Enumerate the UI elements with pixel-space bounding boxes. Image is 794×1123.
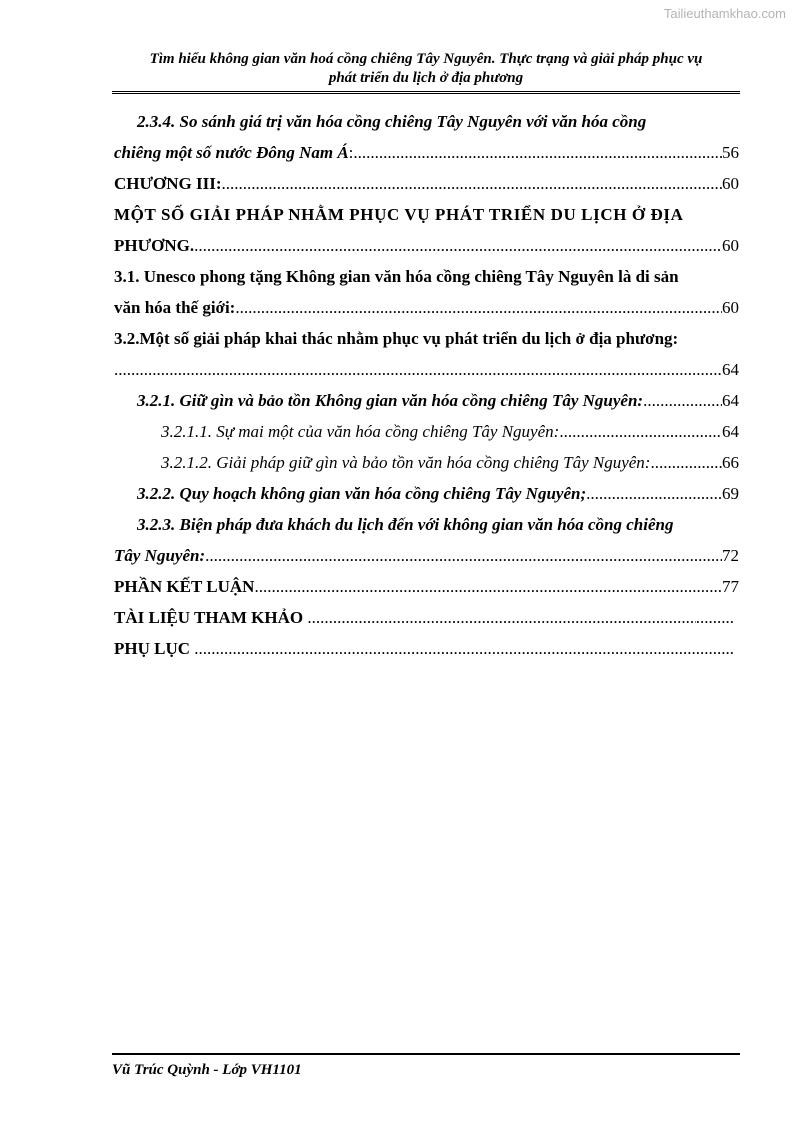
leader-dots [307,602,695,633]
toc-entry-leader-line [114,137,739,168]
toc-entry-3-2-1-2[interactable] [114,447,739,478]
toc-page-number: 77 [722,577,739,596]
toc-entry-title: 3.1. Unesco phong tặng Không gian văn hóa cồng chiêng Tây Nguyên là di sản [114,267,679,286]
watermark: Tailieuthamkhao.com [663,6,786,21]
toc-page-placeholder: ......... [695,639,734,658]
toc-entry-title: TÀI LIỆU THAM KHẢO [114,608,304,627]
leader-dots [194,633,695,664]
toc-entry-leader-line [114,540,739,571]
leader-dots [205,540,722,571]
leader-dots [559,416,722,447]
toc-entry-title: 3.2.1. Giữ gìn và bảo tồn Không gian văn hóa cồng chiêng Tây Nguyên: [137,391,644,410]
toc-entry-leader-line [114,354,739,385]
toc-entry-title: MỘT SỐ GIẢI PHÁP NHẰM PHỤC VỤ PHÁT TRIỂN DU LỊCH Ở ĐỊA [114,205,684,224]
leader-dots [650,447,722,478]
toc-page-placeholder: ......... [695,608,734,627]
toc-page-number: 60 [722,236,739,255]
toc-page-number: 60 [722,174,739,193]
header-line-1: Tìm hiểu không gian văn hoá cồng chiêng Tây Nguyên. Thực trạng và giải pháp phục vụ [149,51,703,67]
toc-entry-3-1[interactable] [114,261,739,323]
toc-entry-title-cont: PHƯƠNG. [114,236,195,255]
leader-dots [586,478,722,509]
running-header [112,50,740,88]
toc-page-number: 66 [722,453,739,472]
header-line-2: phát triển du lịch ở địa phương [328,70,524,86]
toc-entry-leader-line [114,230,739,261]
toc-page-number: 64 [722,360,739,379]
toc-page-number: 72 [722,546,739,565]
leader-dots [254,571,722,602]
toc-entry-colon: : [348,143,354,162]
leader-dots [114,354,722,385]
leader-dots [643,385,722,416]
toc-entry-title-cont: Tây Nguyên: [114,546,206,565]
toc-entry-3-2-2[interactable] [114,478,739,509]
toc-page-number: 64 [722,391,739,410]
toc-entry-3-2[interactable] [114,323,739,385]
toc-entry-title-cont: chiêng một số nước Đông Nam Á [114,143,349,162]
toc-entry-leader-line [114,292,739,323]
toc-entry-title: PHẦN KẾT LUẬN [114,577,255,596]
toc-page-number: 69 [722,484,739,503]
leader-dots [194,230,722,261]
toc-entry-title: 3.2.Một số giải pháp khai thác nhằm phục vụ phát triển du lịch ở địa phương: [114,329,679,348]
leader-dots [235,292,722,323]
running-footer: Vũ Trúc Quỳnh - Lớp VH1101 [112,1062,302,1078]
toc-entry-3-2-3[interactable] [114,509,739,571]
leader-dots [353,137,722,168]
header-rule [112,91,740,94]
toc-entry-title: 3.2.1.2. Giải pháp giữ gìn và bảo tồn văn hóa cồng chiêng Tây Nguyên: [161,453,651,472]
toc-entry-2-3-4[interactable] [114,106,739,168]
footer-rule [112,1053,740,1055]
toc-entry-3-2-1[interactable] [114,385,739,416]
toc-page-number: 64 [722,422,739,441]
toc-entry-3-2-1-1[interactable] [114,416,739,447]
toc-entry-title: 3.2.3. Biện pháp đưa khách du lịch đến với không gian văn hóa cồng chiêng [137,515,674,534]
toc-entry-phu-luc[interactable] [114,633,734,664]
leader-dots [222,168,722,199]
toc-entry-title-cont: văn hóa thế giới: [114,298,236,317]
toc-page-number: 56 [722,143,739,162]
table-of-contents [114,106,739,664]
toc-entry-tai-lieu[interactable] [114,602,734,633]
toc-entry-title: 3.2.2. Quy hoạch không gian văn hóa cồng chiêng Tây Nguyên; [137,484,587,503]
toc-entry-title: PHỤ LỤC [114,639,191,658]
toc-entry-ket-luan[interactable] [114,571,739,602]
toc-page-number: 60 [722,298,739,317]
toc-entry-title: 3.2.1.1. Sự mai một của văn hóa cồng chiêng Tây Nguyên: [161,422,560,441]
toc-entry-title: CHƯƠNG III: [114,174,222,193]
toc-entry-chapter-3-title[interactable] [114,199,739,261]
toc-entry-title: 2.3.4. So sánh giá trị văn hóa cồng chiêng Tây Nguyên với văn hóa cồng [137,112,647,131]
toc-entry-chuong-3[interactable] [114,168,739,199]
